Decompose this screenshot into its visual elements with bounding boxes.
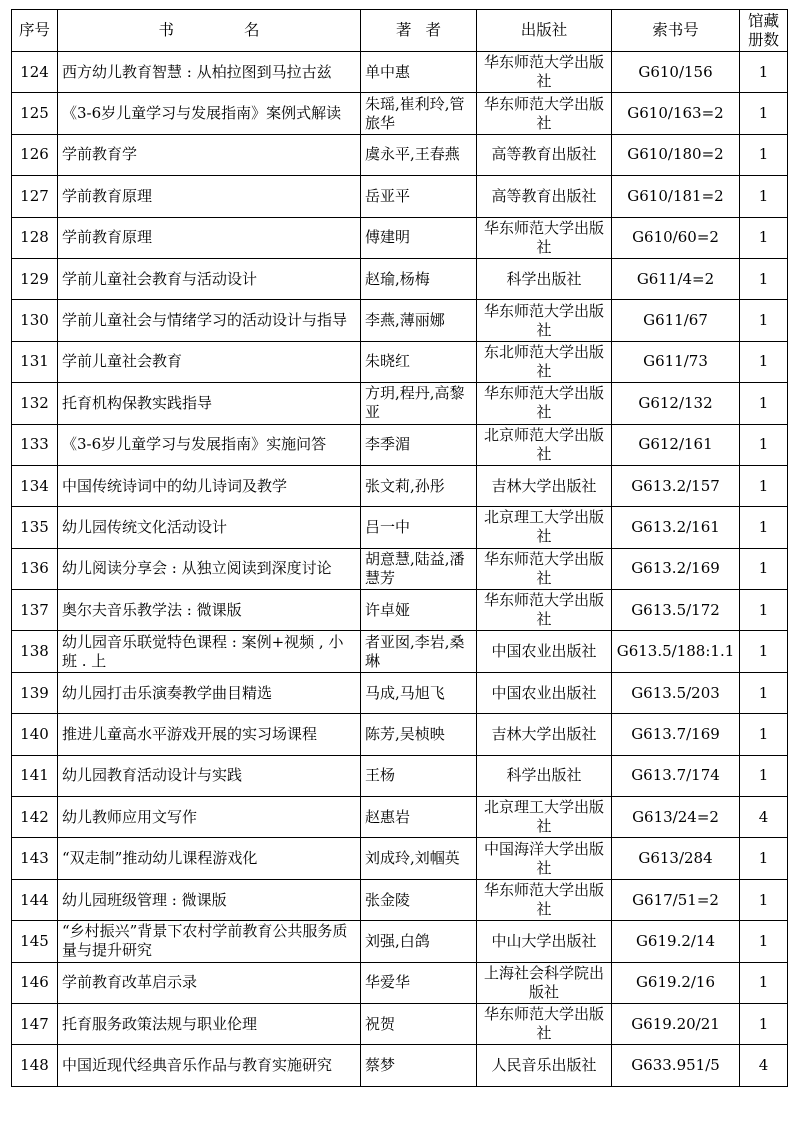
cell-author: 马成,马旭飞 [361, 672, 477, 713]
cell-author: 虞永平,王春燕 [361, 134, 477, 175]
cell-count: 4 [740, 797, 788, 838]
table-row [12, 672, 788, 713]
table-row [12, 631, 788, 672]
column-header-call-number: 索书号 [612, 10, 740, 52]
cell-count: 4 [740, 1045, 788, 1086]
table-row [12, 134, 788, 175]
cell-author: 朱瑶,崔利玲,管旅华 [361, 93, 477, 134]
cell-call-number: G610/156 [612, 52, 740, 93]
cell-call-number: G613.2/161 [612, 507, 740, 548]
cell-author: 傅建明 [361, 217, 477, 258]
cell-author: 胡意慧,陆益,潘慧芳 [361, 548, 477, 589]
table-row [12, 217, 788, 258]
table-row [12, 383, 788, 424]
cell-no: 126 [12, 134, 58, 175]
cell-no: 144 [12, 879, 58, 920]
cell-publisher: 北京理工大学出版社 [477, 507, 612, 548]
cell-author: 者亚囡,李岩,桑琳 [361, 631, 477, 672]
table-row [12, 1003, 788, 1044]
cell-call-number: G613.7/169 [612, 714, 740, 755]
cell-title: 学前儿童社会教育与活动设计 [58, 258, 361, 299]
cell-call-number: G613.5/172 [612, 590, 740, 631]
cell-count: 1 [740, 921, 788, 962]
cell-count: 1 [740, 962, 788, 1003]
cell-count: 1 [740, 714, 788, 755]
cell-publisher: 吉林大学出版社 [477, 465, 612, 506]
cell-title: 中国近现代经典音乐作品与教育实施研究 [58, 1045, 361, 1086]
column-header-publisher: 出版社 [477, 10, 612, 52]
cell-publisher: 人民音乐出版社 [477, 1045, 612, 1086]
cell-author: 张文莉,孙彤 [361, 465, 477, 506]
cell-count: 1 [740, 838, 788, 879]
cell-title: “双走制”推动幼儿课程游戏化 [58, 838, 361, 879]
cell-call-number: G611/73 [612, 341, 740, 382]
table-row [12, 52, 788, 93]
cell-no: 132 [12, 383, 58, 424]
cell-no: 140 [12, 714, 58, 755]
table-body [12, 52, 788, 1087]
cell-count: 1 [740, 258, 788, 299]
cell-count: 1 [740, 217, 788, 258]
cell-call-number: G613.2/157 [612, 465, 740, 506]
cell-no: 128 [12, 217, 58, 258]
cell-no: 133 [12, 424, 58, 465]
cell-call-number: G619.2/16 [612, 962, 740, 1003]
cell-title: 学前教育原理 [58, 176, 361, 217]
cell-title: 西方幼儿教育智慧 : 从柏拉图到马拉古兹 [58, 52, 361, 93]
cell-title: 《3-6岁儿童学习与发展指南》实施问答 [58, 424, 361, 465]
cell-publisher: 吉林大学出版社 [477, 714, 612, 755]
cell-author: 朱晓红 [361, 341, 477, 382]
cell-count: 1 [740, 590, 788, 631]
cell-call-number: G613/284 [612, 838, 740, 879]
column-header-author [361, 10, 477, 52]
cell-count: 1 [740, 672, 788, 713]
table-row [12, 755, 788, 796]
cell-title: 幼儿园班级管理 : 微课版 [58, 879, 361, 920]
cell-call-number: G611/67 [612, 300, 740, 341]
cell-call-number: G619.20/21 [612, 1003, 740, 1044]
table-row [12, 465, 788, 506]
cell-publisher: 中国农业出版社 [477, 672, 612, 713]
cell-author: 祝贺 [361, 1003, 477, 1044]
cell-publisher: 华东师范大学出版社 [477, 548, 612, 589]
cell-call-number: G612/132 [612, 383, 740, 424]
cell-no: 124 [12, 52, 58, 93]
cell-count: 1 [740, 548, 788, 589]
cell-author: 华爱华 [361, 962, 477, 1003]
cell-count: 1 [740, 134, 788, 175]
column-header-count: 馆藏册数 [740, 10, 788, 52]
cell-title: 推进儿童高水平游戏开展的实习场课程 [58, 714, 361, 755]
cell-count: 1 [740, 465, 788, 506]
cell-call-number: G613.5/188:1.1 [612, 631, 740, 672]
cell-count: 1 [740, 507, 788, 548]
cell-publisher: 中国农业出版社 [477, 631, 612, 672]
column-header-title-text: 书名 [158, 21, 330, 39]
header-row [12, 10, 788, 52]
cell-call-number: G612/161 [612, 424, 740, 465]
cell-title: 中国传统诗词中的幼儿诗词及教学 [58, 465, 361, 506]
cell-author: 吕一中 [361, 507, 477, 548]
cell-call-number: G617/51=2 [612, 879, 740, 920]
cell-author: 李燕,薄丽娜 [361, 300, 477, 341]
cell-title: 幼儿园传统文化活动设计 [58, 507, 361, 548]
cell-publisher: 中国海洋大学出版社 [477, 838, 612, 879]
table-row [12, 797, 788, 838]
cell-title: 幼儿教师应用文写作 [58, 797, 361, 838]
cell-publisher: 科学出版社 [477, 755, 612, 796]
cell-no: 141 [12, 755, 58, 796]
cell-no: 137 [12, 590, 58, 631]
cell-title: 幼儿园音乐联觉特色课程 : 案例+视频 , 小班 . 上 [58, 631, 361, 672]
table-row [12, 300, 788, 341]
cell-publisher: 东北师范大学出版社 [477, 341, 612, 382]
cell-author: 张金陵 [361, 879, 477, 920]
cell-title: 托育机构保教实践指导 [58, 383, 361, 424]
cell-publisher: 华东师范大学出版社 [477, 1003, 612, 1044]
table-row [12, 424, 788, 465]
cell-no: 134 [12, 465, 58, 506]
cell-no: 138 [12, 631, 58, 672]
cell-publisher: 华东师范大学出版社 [477, 52, 612, 93]
cell-call-number: G619.2/14 [612, 921, 740, 962]
cell-publisher: 华东师范大学出版社 [477, 93, 612, 134]
cell-count: 1 [740, 300, 788, 341]
cell-author: 单中惠 [361, 52, 477, 93]
cell-no: 145 [12, 921, 58, 962]
cell-no: 130 [12, 300, 58, 341]
cell-count: 1 [740, 383, 788, 424]
cell-no: 135 [12, 507, 58, 548]
cell-author: 李季湄 [361, 424, 477, 465]
table-row [12, 714, 788, 755]
cell-author: 刘成玲,刘帼英 [361, 838, 477, 879]
table-row [12, 962, 788, 1003]
cell-no: 125 [12, 93, 58, 134]
table-row [12, 93, 788, 134]
cell-publisher: 华东师范大学出版社 [477, 383, 612, 424]
cell-no: 142 [12, 797, 58, 838]
cell-author: 赵瑜,杨梅 [361, 258, 477, 299]
cell-call-number: G613.7/174 [612, 755, 740, 796]
cell-author: 刘强,白鸽 [361, 921, 477, 962]
column-header-author-text: 著者 [395, 21, 455, 39]
cell-title: 奥尔夫音乐教学法 : 微课版 [58, 590, 361, 631]
cell-title: 学前教育原理 [58, 217, 361, 258]
cell-title: 学前教育学 [58, 134, 361, 175]
cell-no: 148 [12, 1045, 58, 1086]
cell-call-number: G610/163=2 [612, 93, 740, 134]
cell-title: 《3-6岁儿童学习与发展指南》案例式解读 [58, 93, 361, 134]
cell-call-number: G610/60=2 [612, 217, 740, 258]
cell-title: 幼儿阅读分享会 : 从独立阅读到深度讨论 [58, 548, 361, 589]
cell-count: 1 [740, 93, 788, 134]
cell-publisher: 华东师范大学出版社 [477, 590, 612, 631]
cell-no: 146 [12, 962, 58, 1003]
cell-publisher: 高等教育出版社 [477, 134, 612, 175]
cell-publisher: 华东师范大学出版社 [477, 300, 612, 341]
table-row [12, 341, 788, 382]
table-row [12, 879, 788, 920]
cell-call-number: G611/4=2 [612, 258, 740, 299]
cell-call-number: G610/181=2 [612, 176, 740, 217]
table-row [12, 507, 788, 548]
cell-title: 学前儿童社会教育 [58, 341, 361, 382]
cell-call-number: G633.951/5 [612, 1045, 740, 1086]
cell-count: 1 [740, 176, 788, 217]
cell-publisher: 北京理工大学出版社 [477, 797, 612, 838]
cell-no: 127 [12, 176, 58, 217]
cell-call-number: G610/180=2 [612, 134, 740, 175]
cell-no: 147 [12, 1003, 58, 1044]
table-row [12, 548, 788, 589]
table-row [12, 590, 788, 631]
cell-no: 136 [12, 548, 58, 589]
cell-author: 方玥,程丹,高黎亚 [361, 383, 477, 424]
cell-no: 143 [12, 838, 58, 879]
cell-author: 蔡梦 [361, 1045, 477, 1086]
cell-publisher: 高等教育出版社 [477, 176, 612, 217]
table-row [12, 838, 788, 879]
cell-call-number: G613.2/169 [612, 548, 740, 589]
column-header-no: 序号 [12, 10, 58, 52]
cell-call-number: G613.5/203 [612, 672, 740, 713]
cell-count: 1 [740, 424, 788, 465]
cell-count: 1 [740, 631, 788, 672]
cell-publisher: 华东师范大学出版社 [477, 879, 612, 920]
book-catalog-table [11, 9, 788, 1087]
cell-publisher: 上海社会科学院出版社 [477, 962, 612, 1003]
cell-no: 139 [12, 672, 58, 713]
cell-title: 幼儿园打击乐演奏教学曲目精选 [58, 672, 361, 713]
cell-count: 1 [740, 1003, 788, 1044]
table-row [12, 176, 788, 217]
cell-publisher: 科学出版社 [477, 258, 612, 299]
cell-title: “乡村振兴”背景下农村学前教育公共服务质量与提升研究 [58, 921, 361, 962]
cell-author: 王杨 [361, 755, 477, 796]
cell-count: 1 [740, 755, 788, 796]
cell-count: 1 [740, 341, 788, 382]
column-header-title [58, 10, 361, 52]
cell-title: 学前儿童社会与情绪学习的活动设计与指导 [58, 300, 361, 341]
cell-author: 岳亚平 [361, 176, 477, 217]
cell-title: 学前教育改革启示录 [58, 962, 361, 1003]
cell-no: 129 [12, 258, 58, 299]
cell-count: 1 [740, 52, 788, 93]
table-row [12, 1045, 788, 1086]
cell-title: 托育服务政策法规与职业伦理 [58, 1003, 361, 1044]
cell-no: 131 [12, 341, 58, 382]
cell-author: 许卓娅 [361, 590, 477, 631]
cell-call-number: G613/24=2 [612, 797, 740, 838]
cell-author: 赵惠岩 [361, 797, 477, 838]
cell-publisher: 华东师范大学出版社 [477, 217, 612, 258]
cell-publisher: 中山大学出版社 [477, 921, 612, 962]
cell-publisher: 北京师范大学出版社 [477, 424, 612, 465]
table-row [12, 921, 788, 962]
cell-count: 1 [740, 879, 788, 920]
cell-title: 幼儿园教育活动设计与实践 [58, 755, 361, 796]
cell-author: 陈芳,吴桢映 [361, 714, 477, 755]
table-row [12, 258, 788, 299]
